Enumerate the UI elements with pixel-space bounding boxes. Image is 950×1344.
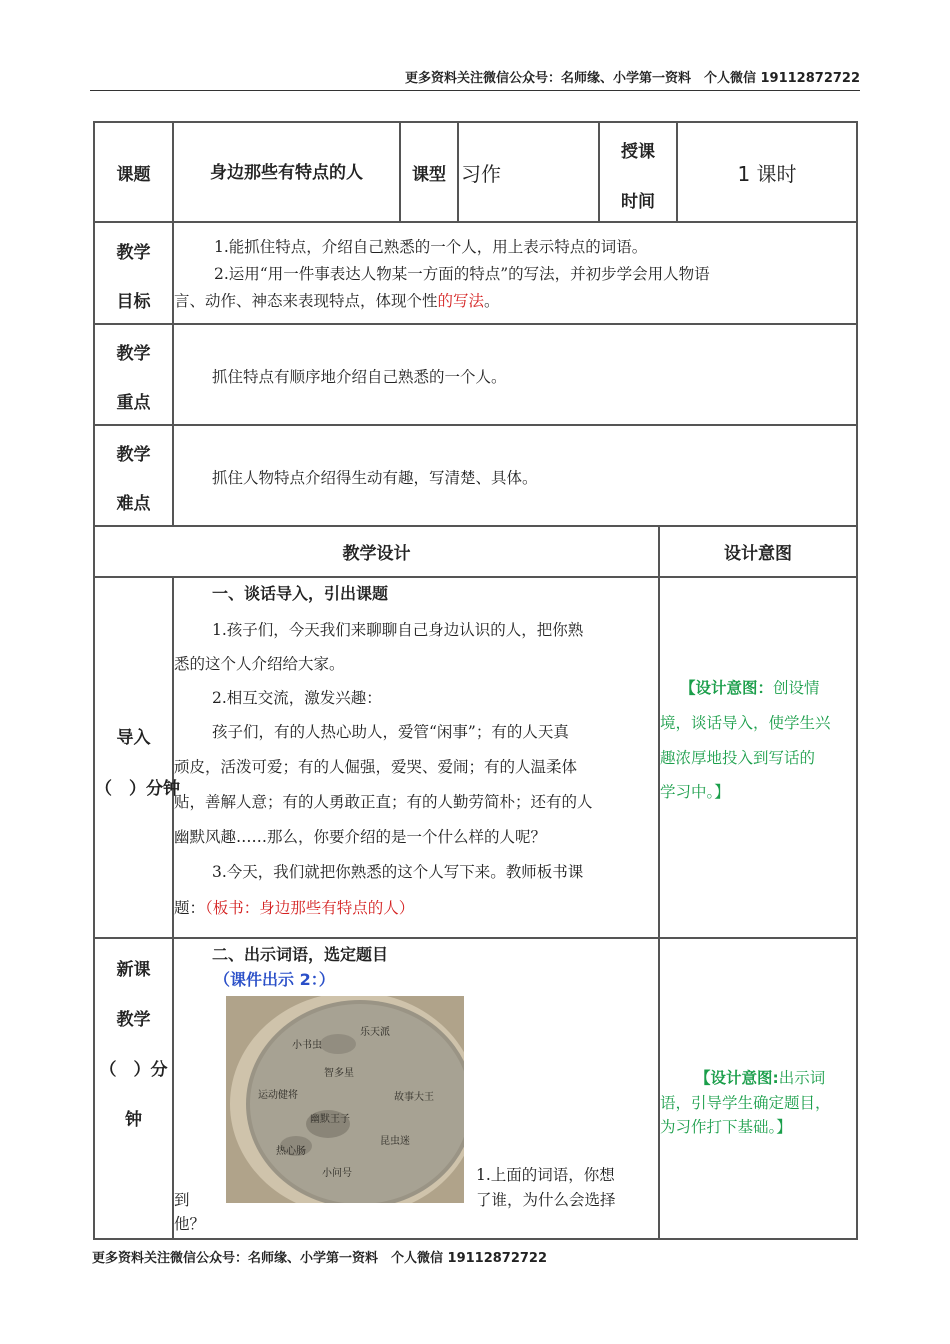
courseware-label: （课件出示 2：） xyxy=(214,970,335,989)
goals-label: 教学 目标 xyxy=(116,243,151,312)
word-athlete: 运动健将 xyxy=(258,1090,298,1101)
word-insect-fan: 昆虫迷 xyxy=(380,1136,410,1147)
newlesson-heading: 二、出示词语，选定题目 xyxy=(212,945,389,964)
newlesson-intent: 【设计意图:出示词 语，引导学生确定题目， 为习作打下基础。】 xyxy=(660,1069,831,1136)
keypoints-text: 抓住特点有顺序地介绍自己熟悉的一个人。 xyxy=(212,368,507,386)
page-header: 更多资料关注微信公众号：名师缘、小学第一资料 个人微信 19112872722 xyxy=(90,70,860,91)
newlesson-label: 新课 教学 （ ）分 钟 xyxy=(99,960,168,1130)
difficulties-label: 教学 难点 xyxy=(116,445,151,514)
type-label: 课型 xyxy=(412,164,446,185)
image-word-labels xyxy=(226,996,464,1203)
intro-intent: 【设计意图：创设情 境，谈话导入，使学生兴 趣浓厚地投入到写话的 学习中。】 xyxy=(660,679,831,801)
topic-label: 课题 xyxy=(116,164,151,185)
word-mastermind: 智多星 xyxy=(324,1068,354,1079)
topic-value: 身边那些有特点的人 xyxy=(210,162,363,183)
word-storyteller: 故事大王 xyxy=(394,1092,434,1103)
newlesson-content: 二、出示词语，选定题目 （课件出示 2：） 小书虫 乐天派 智多星 运动健将 故事大王 幽默王子 热心肠 昆虫迷 小问号 1.上面的词语，你想 到 了谁，为什么会选择 他？ xyxy=(174,939,658,1238)
time-label: 授课 时间 xyxy=(621,142,655,212)
design-header: 教学设计 xyxy=(342,544,411,564)
intro-heading: 一、谈话导入，引出课题 xyxy=(212,584,389,603)
intro-content: 一、谈话导入，引出课题 1.孩子们，今天我们来聊聊自己身边认识的人，把你熟 悉的这个人介绍给大家。 2.相互交流，激发兴趣： 孩子们，有的人热心助人，爱管“闲事”；有的人天真 顽皮，活泼可爱；有的人倔强，爱哭、爱闹；有的人温柔体 贴，善解人意；有的人勇敢正直；有的人勤劳简朴；还有的人 幽默风趣……那么，你要介绍的是一个什么样的人呢？ 3.今天，我们就把你熟悉的这个人写下来。教师板书课 题：（板书：身边那些有特点的人） xyxy=(174,578,658,937)
page-footer: 更多资料关注微信公众号：名师缘、小学第一资料 个人微信 19112872722 xyxy=(92,1251,548,1266)
goals-text: 1.能抓住特点，介绍自己熟悉的一个人，用上表示特点的词语。 2.运用“用一件事表达人物某一方面的特点”的写法，并初步学会用人物语 言、动作、神态来表现特点，体现个性的写法。 xyxy=(174,238,710,310)
word-warmhearted: 热心肠 xyxy=(276,1146,306,1157)
difficulties-text: 抓住人物特点介绍得生动有趣，写清楚、具体。 xyxy=(212,469,538,487)
time-value: 1 课时 xyxy=(737,161,797,186)
intent-header: 设计意图 xyxy=(724,544,792,564)
word-bookworm: 小书虫 xyxy=(292,1040,322,1051)
word-optimist: 乐天派 xyxy=(360,1027,390,1038)
word-question-mark: 小问号 xyxy=(322,1168,352,1179)
keypoints-label: 教学 重点 xyxy=(116,344,151,413)
type-value: 习作 xyxy=(461,161,501,186)
word-humor-prince: 幽默王子 xyxy=(310,1114,350,1125)
intro-label: 导入 （ ）分钟 xyxy=(95,728,180,799)
